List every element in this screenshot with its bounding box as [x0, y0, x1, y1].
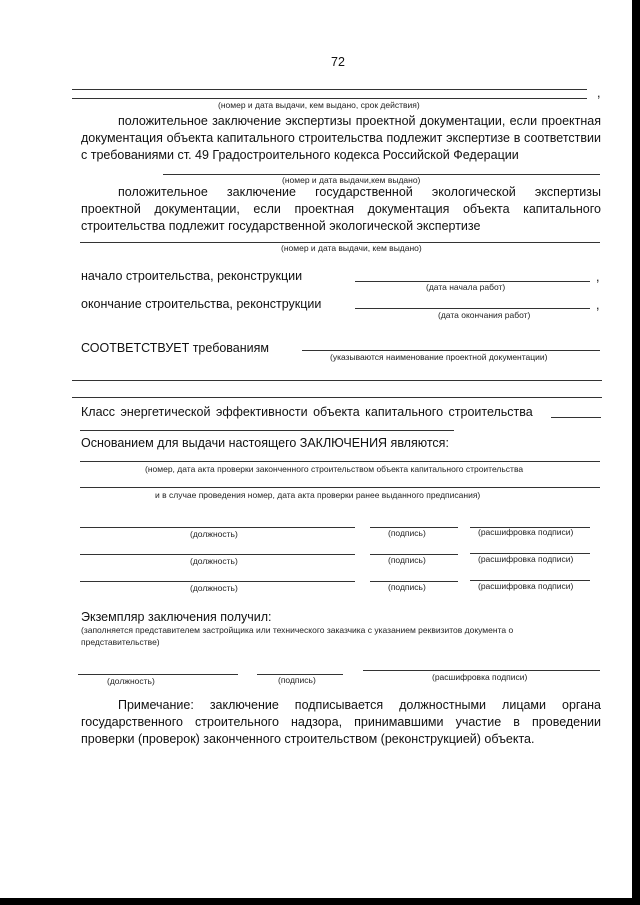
- comma: ,: [596, 270, 600, 284]
- expertise-caption: (номер и дата выдачи,кем выдано): [282, 175, 421, 185]
- energy-class-line: [551, 417, 601, 418]
- comma: ,: [597, 86, 601, 100]
- eco-paragraph: положительное заключение государственной экологической экспертизы проектной документации, если проектная документация объекта капитального строительства подлежит государственной экологической экспертизе: [81, 185, 601, 233]
- position-caption: (должность): [190, 583, 238, 593]
- project-doc-caption: (указываются наименование проектной документации): [330, 352, 548, 362]
- end-date-line: [355, 308, 590, 309]
- license-caption: (номер и дата выдачи, кем выдано, срок действия): [218, 100, 420, 110]
- blank-line: [72, 397, 602, 398]
- page-number: 72: [331, 55, 345, 69]
- recipient-decoding-line: [363, 670, 600, 671]
- basis-label: Основанием для выдачи настоящего ЗАКЛЮЧЕНИЯ являются:: [81, 436, 449, 450]
- received-hint-1: (заполняется представителем застройщика или технического заказчика с указанием реквизитов документа о: [81, 625, 514, 635]
- prescription-line: [80, 487, 600, 488]
- start-label: начало строительства, реконструкции: [81, 269, 303, 283]
- divider: [80, 430, 454, 431]
- recipient-position-caption: (должность): [107, 676, 155, 686]
- position-line: [80, 527, 355, 528]
- eco-caption: (номер и дата выдачи, кем выдано): [281, 243, 422, 253]
- license-line: [72, 98, 587, 99]
- position-line: [80, 581, 355, 582]
- complies-label: СООТВЕТСТВУЕТ требованиям: [81, 341, 270, 355]
- position-caption: (должность): [190, 529, 238, 539]
- end-label: окончание строительства, реконструкции: [81, 297, 322, 311]
- act-line: [80, 461, 600, 462]
- signature-caption: (подпись): [388, 528, 426, 538]
- energy-class-label: Класс энергетической эффективности объекта капитального строительства: [81, 405, 533, 419]
- start-date-caption: (дата начала работ): [426, 282, 506, 292]
- prescription-caption: и в случае проведения номер, дата акта проверки ранее выданного предписания): [155, 490, 481, 500]
- signature-caption: (подпись): [388, 555, 426, 565]
- position-line: [80, 554, 355, 555]
- decoding-caption: (расшифровка подписи): [478, 527, 574, 537]
- decoding-caption: (расшифровка подписи): [478, 581, 574, 591]
- scan-edge-right: [632, 0, 640, 905]
- position-caption: (должность): [190, 556, 238, 566]
- received-hint-2: представительстве): [81, 637, 160, 647]
- signature-caption: (подпись): [388, 582, 426, 592]
- scan-edge-bottom: [0, 898, 640, 905]
- note-paragraph: Примечание: заключение подписывается должностными лицами органа государственного строительного надзора, принимавшими участие в проведении проверки (проверок) законченного строительством (реконструкцией) объекта.: [81, 698, 601, 746]
- received-heading: Экземпляр заключения получил:: [81, 610, 272, 624]
- blank-line: [72, 380, 602, 381]
- recipient-decoding-caption: (расшифровка подписи): [432, 672, 528, 682]
- act-caption: (номер, дата акта проверки законченного строительством объекта капитального строительства: [145, 464, 524, 474]
- expertise-paragraph: положительное заключение экспертизы проектной документации, если проектная документация объекта капитального строительства подлежит экспертизе в соответствии с требованиями ст. 49 Градостроительного кодекса Российской Федерации: [81, 114, 601, 162]
- complies-line: [302, 350, 600, 351]
- comma: ,: [596, 298, 600, 312]
- end-date-caption: (дата окончания работ): [438, 310, 531, 320]
- recipient-position-line: [78, 674, 238, 675]
- decoding-caption: (расшифровка подписи): [478, 554, 574, 564]
- recipient-signature-caption: (подпись): [278, 675, 316, 685]
- license-line-top: [72, 89, 587, 90]
